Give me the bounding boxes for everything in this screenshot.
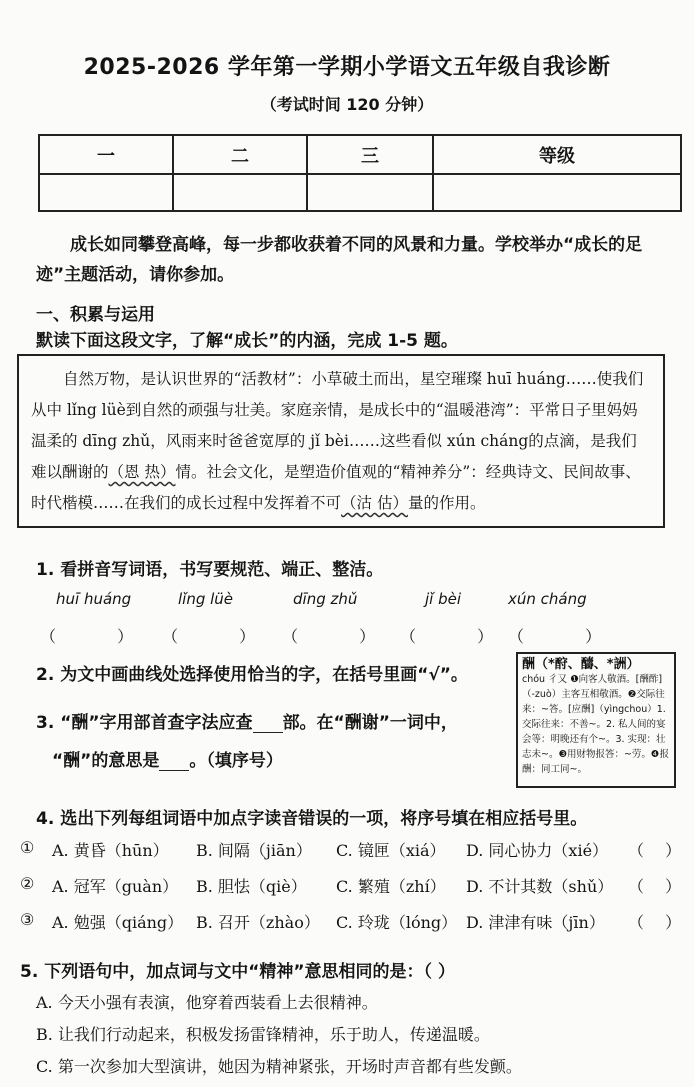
exam-title: 2025-2026 学年第一学期小学语文五年级自我诊断 xyxy=(83,55,611,80)
answer-box-2[interactable]: （ ） xyxy=(162,627,256,646)
answer-box-1[interactable]: （ ） xyxy=(40,627,134,646)
q4-option: B. 胆怯（qiè） xyxy=(196,877,307,896)
intro-paragraph: 成长如同攀登高峰，每一步都收获着不同的风景和力量。学校举办“成长的足迹”主题活动，请你参加。 xyxy=(36,235,643,285)
question-4: 4. 选出下列每组词语中加点字读音错误的一项，将序号填在相应括号里。 xyxy=(36,809,588,829)
q4-option: A. 黄昏（hūn） xyxy=(52,841,169,860)
question-3-line-1 xyxy=(36,708,458,733)
question-1: 1. 看拼音写词语，书写要规范、端正、整洁。 xyxy=(36,560,384,580)
answer-box-4[interactable]: （ ） xyxy=(400,627,494,646)
q4-option: B. 召开（zhào） xyxy=(196,913,320,932)
q4-option: C. 繁殖（zhí） xyxy=(336,877,446,896)
q4-answer-box-2[interactable]: （ ） xyxy=(628,877,682,896)
q4-option: D. 同心协力（xié） xyxy=(466,841,609,860)
q4-answer-box-3[interactable]: （ ） xyxy=(628,913,682,932)
score-cell[interactable] xyxy=(39,174,173,211)
passage-text: 自然万物，是认识世界的“活教材”：小草破土而出，星空璀璨 huī huáng……使我们从中 lǐng lüè到自然的顽强与壮美。家庭亲情，是成长中的“温暖港湾”：平常日子里妈妈温柔的 dīng zhǔ，风雨来时爸爸宽厚的 jǐ bèi……这些看似 xún cháng的点滴，是我们难以酬谢的 xyxy=(31,370,644,481)
score-cell[interactable] xyxy=(173,174,307,211)
q4-option: A. 勉强（qiáng） xyxy=(52,913,184,932)
dictionary-entry xyxy=(516,652,676,788)
meaning-blank[interactable] xyxy=(159,754,189,771)
q4-row-2-number: ② xyxy=(20,874,35,893)
instruction: 默读下面这段文字，了解“成长”的内涵，完成 1-5 题。 xyxy=(36,331,458,351)
q4-row-3-number: ③ xyxy=(20,910,35,929)
q4-option: C. 镜匣（xiá） xyxy=(336,841,446,860)
score-header-3: 三 xyxy=(307,135,433,174)
q4-option: A. 冠军（guàn） xyxy=(52,877,179,896)
question-3-text: 3. “酬”字用部首查字法应查 xyxy=(36,713,253,733)
pinyin-1: huī huáng xyxy=(56,590,132,608)
pinyin-3: dīng zhǔ xyxy=(293,590,358,608)
score-header-grade: 等级 xyxy=(433,135,681,174)
score-header-2: 二 xyxy=(173,135,307,174)
question-3-text: “酬”的意思是 xyxy=(52,751,160,771)
exam-duration: （考试时间 120 分钟） xyxy=(260,95,434,114)
score-table xyxy=(38,134,682,212)
score-header-1: 一 xyxy=(39,135,173,174)
word-choice-2[interactable]: （沽 估） xyxy=(341,494,408,512)
q4-row-1-number: ① xyxy=(20,838,35,857)
question-5: 5. 下列语句中，加点词与文中“精神”意思相同的是：（ ） xyxy=(20,962,455,982)
word-choice-1[interactable]: （恩 热） xyxy=(108,463,176,481)
answer-box-5[interactable]: （ ） xyxy=(508,627,602,646)
section-heading: 一、积累与运用 xyxy=(36,305,155,325)
passage-text: 量的作用。 xyxy=(407,494,486,512)
question-3-line-2 xyxy=(52,746,283,771)
q5-option-a: A. 今天小强有表演，他穿着西装看上去很精神。 xyxy=(36,993,378,1012)
answer-box-3[interactable]: （ ） xyxy=(282,627,376,646)
question-3-text: 部。在“酬谢”一词中， xyxy=(282,713,458,733)
q5-option-b: B. 让我们行动起来，积极发扬雷锋精神，乐于助人，传递温暖。 xyxy=(36,1025,490,1044)
q5-option-c: C. 第一次参加大型演讲，她因为精神紧张，开场时声音都有些发颤。 xyxy=(36,1057,522,1076)
passage-text: 情。社会文化，是塑造价值观的“精神养分”：经典诗文、民间故事、时代楷模……在我们的成长过程中发挥着不可 xyxy=(31,463,641,512)
pinyin-4: jǐ bèi xyxy=(425,590,462,608)
pinyin-5: xún cháng xyxy=(508,590,587,608)
q4-option: B. 间隔（jiān） xyxy=(196,841,312,860)
q4-answer-box-1[interactable]: （ ） xyxy=(628,841,682,860)
q4-option: C. 玲珑（lóng） xyxy=(336,913,458,932)
q4-option: D. 津津有味（jīn） xyxy=(466,913,605,932)
dictionary-headword: 酬（*酧、醻、*詶） xyxy=(522,657,640,672)
radical-blank[interactable] xyxy=(253,716,283,733)
question-2: 2. 为文中画曲线处选择使用恰当的字，在括号里画“√”。 xyxy=(36,665,468,685)
score-cell[interactable] xyxy=(307,174,433,211)
question-3-text: 。（填序号） xyxy=(189,751,283,771)
reading-passage xyxy=(17,354,665,528)
dictionary-definition: chóu 彳又 ❶向客人敬酒。[酬酢]（-zuò）主客互相敬酒。❷交际往来：~答。[应酬]（yìngchou）1. 交际往来：不善~。2. 私人间的宴会等：明晚还有个~。3. 实现：壮志未~。❸用财物报答：~劳。❹报酬：同工同~。 xyxy=(522,674,669,775)
pinyin-2: lǐng lüè xyxy=(178,590,234,608)
q4-option: D. 不计其数（shǔ） xyxy=(466,877,614,896)
score-cell[interactable] xyxy=(433,174,681,211)
